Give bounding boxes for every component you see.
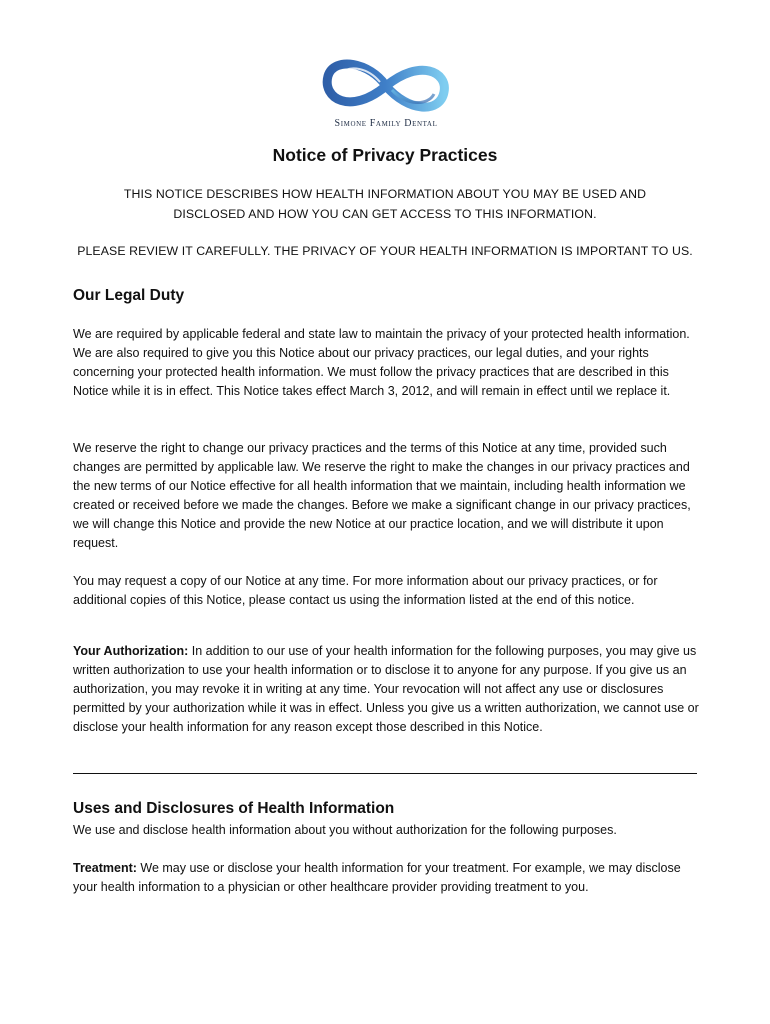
practice-name: Simone Family Dental [334, 118, 438, 129]
uses-intro: We use and disclose health information about you without authorization for the following purposes. [73, 823, 617, 837]
treatment-paragraph [73, 859, 703, 897]
authorization-label: Your Authorization: [73, 644, 189, 658]
section-heading-uses: Uses and Disclosures of Health Information [73, 800, 395, 817]
legal-duty-paragraph-2: We reserve the right to change our privacy practices and the terms of this Notice at any time, provided such changes are permitted by applicable law. We reserve the right to make the changes in our privacy practices and the new terms of our Notice effective for all health information that we maintain, including health information we created or received before we made the changes. Before we make a significant change in our privacy practices, we will change this Notice and provide the new Notice at our practice location, and we will distribute it upon request. [73, 441, 691, 550]
review-notice: PLEASE REVIEW IT CAREFULLY. THE PRIVACY OF YOUR HEALTH INFORMATION IS IMPORTANT TO US. [77, 244, 693, 258]
notice-line-2: DISCLOSED AND HOW YOU CAN GET ACCESS TO THIS INFORMATION. [173, 207, 597, 221]
legal-duty-paragraph-1: We are required by applicable federal and state law to maintain the privacy of your protected health information. We are also required to give you this Notice about our privacy practices, our legal duties, and your rights concerning your protected health information. We must follow the privacy practices that are described in this Notice while it is in effect. This Notice takes effect March 3, 2012, and will remain in effect until we replace it. [73, 327, 690, 398]
treatment-text: We may use or disclose your health information for your treatment. For example, we may disclose your health information to a physician or other healthcare provider providing treatment to you. [73, 861, 681, 894]
page-title: Notice of Privacy Practices [272, 145, 498, 165]
infinity-icon [320, 54, 452, 118]
legal-duty-paragraph-3: You may request a copy of our Notice at any time. For more information about our privacy practices, or for additional copies of this Notice, please contact us using the information listed at the end of this notice. [73, 574, 658, 607]
section-divider [73, 773, 697, 774]
section-heading-legal-duty: Our Legal Duty [73, 287, 185, 304]
authorization-text: In addition to our use of your health information for the following purposes, you may give us written authorization to use your health information or to disclose it to anyone for any purpose. If you give us an authorization, you may revoke it in writing at any time. Your revocation will not affect any use or disclosures permitted by your authorization while it was in effect. Unless you give us a written authorization, we cannot use or disclose your health information for any reason except those described in this Notice. [73, 644, 699, 734]
notice-line-1: THIS NOTICE DESCRIBES HOW HEALTH INFORMATION ABOUT YOU MAY BE USED AND [123, 187, 647, 201]
practice-logo [318, 54, 454, 134]
authorization-paragraph [73, 642, 703, 737]
treatment-label: Treatment: [73, 861, 137, 875]
